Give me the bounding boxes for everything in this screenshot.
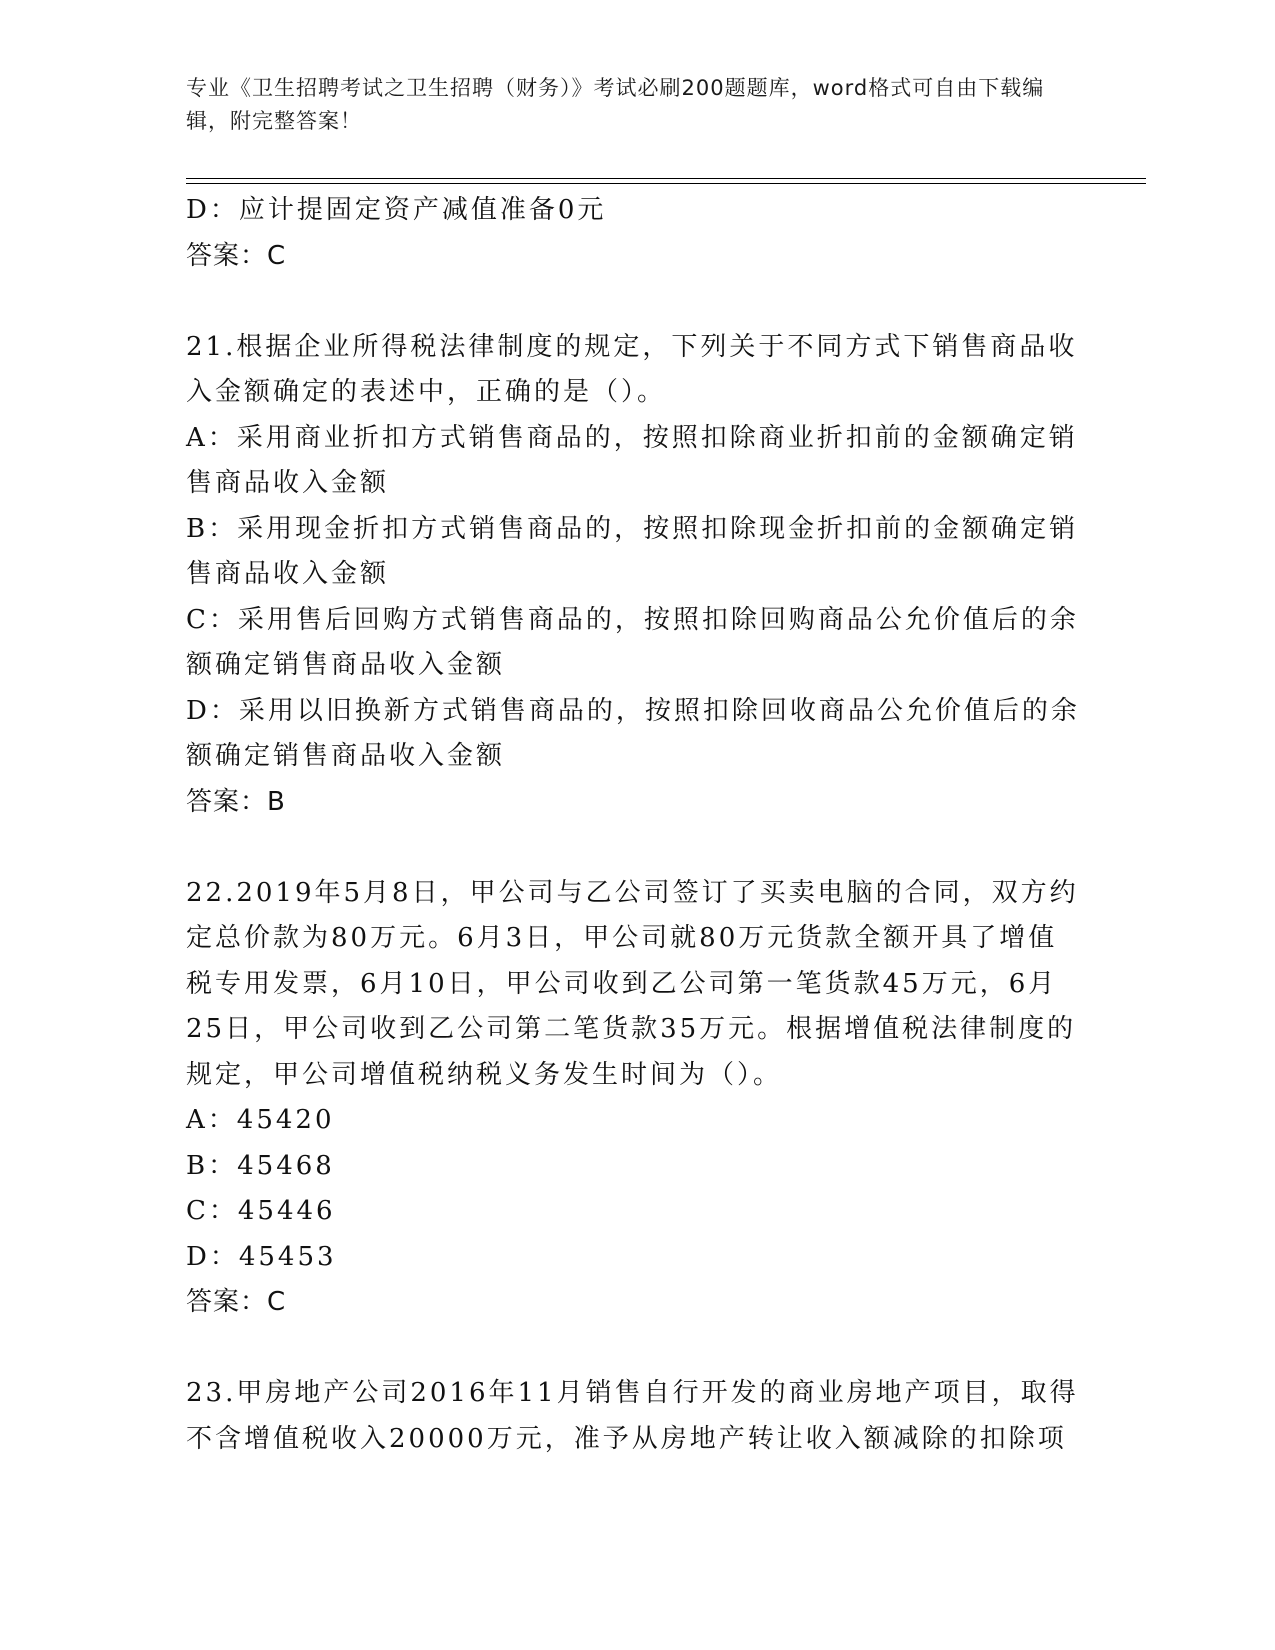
header-divider-top [186,178,1146,179]
q21-option-a: A：采用商业折扣方式销售商品的，按照扣除商业折扣前的金额确定销售商品收入金额 [186,422,1078,498]
q23-stem: 23.甲房地产公司2016年11月销售自行开发的商业房地产项目，取得不含增值税收入20000万元，准予从房地产转让收入额减除的扣除项 [186,1378,1079,1454]
q21-stem: 21.根据企业所得税法律制度的规定，下列关于不同方式下销售商品收入金额确定的表述中，正确的是（）。 [186,331,1078,407]
document-header [186,72,1086,138]
q21-option-c: C：采用售后回购方式销售商品的，按照扣除回购商品公允价值后的余额确定销售商品收入金额 [186,604,1079,680]
q21-option-d: D：采用以旧换新方式销售商品的，按照扣除回收商品公允价值后的余额确定销售商品收入金额 [186,695,1080,771]
q22-stem: 22.2019年5月8日，甲公司与乙公司签订了买卖电脑的合同，双方约定总价款为80万元。6月3日，甲公司就80万元货款全额开具了增值税专用发票，6月10日，甲公司收到乙公司第一笔货款45万元，6月25日，甲公司收到乙公司第二笔货款35万元。根据增值税法律制度的规定，甲公司增值税纳税义务发生时间为（）。 [186,877,1079,1090]
document-body [186,188,1086,1462]
q22-option-b: B：45468 [186,1150,335,1181]
spacer [186,1326,1086,1372]
q21-option-b: B：采用现金折扣方式销售商品的，按照扣除现金折扣前的金额确定销售商品收入金额 [186,513,1079,589]
spacer [186,279,1086,325]
header-title: 专业《卫生招聘考试之卫生招聘（财务）》考试必刷200题题库，word格式可自由下载编辑，附完整答案！ [186,76,1045,133]
q22-option-a: A：45420 [186,1105,335,1135]
prev-answer: 答案：C [186,240,287,271]
q22-option-c: C：45446 [186,1196,336,1226]
q21-answer: 答案：B [186,786,286,817]
header-divider-bottom [186,183,1146,184]
spacer [186,825,1086,871]
q22-option-d: D：45453 [186,1241,337,1272]
prev-option-d: D：应计提固定资产减值准备0元 [186,195,607,225]
q22-answer: 答案：C [186,1287,287,1317]
